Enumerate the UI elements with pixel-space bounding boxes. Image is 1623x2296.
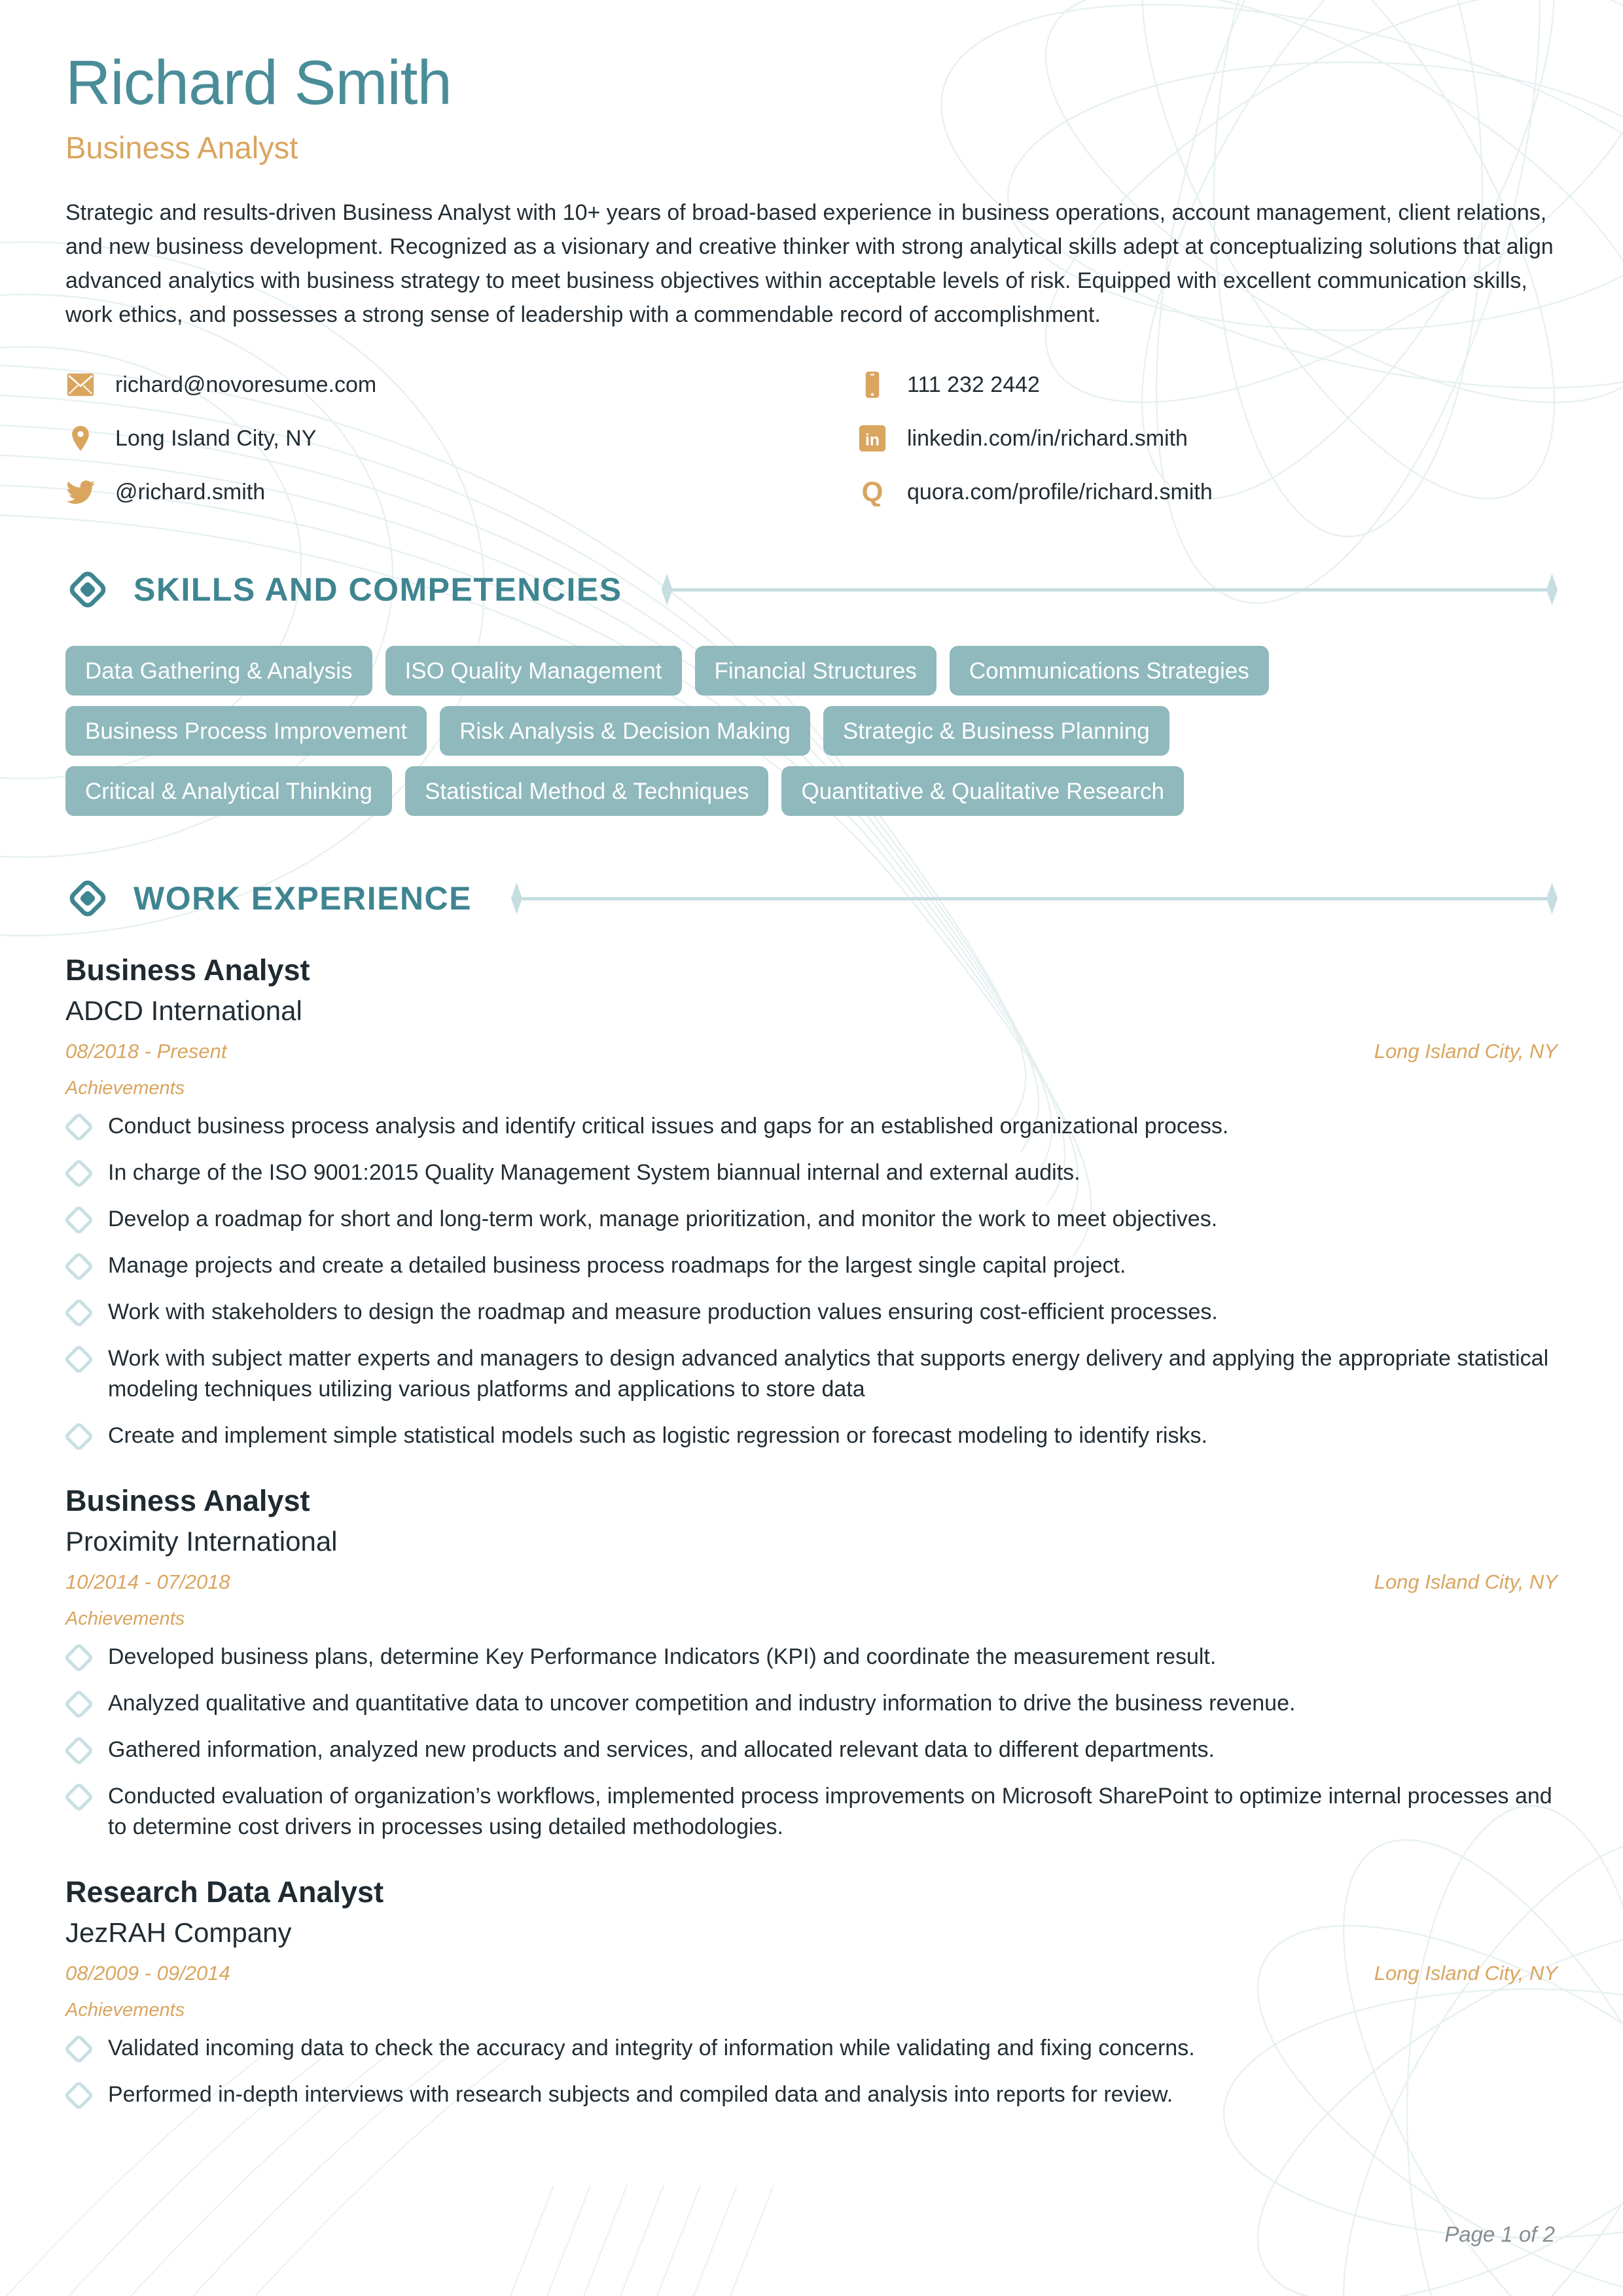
person-name: Richard Smith [65, 48, 452, 118]
achievement-text: Work with stakeholders to design the roadmap and measure production values ensuring cost-efficient processes. [108, 1299, 1218, 1324]
job-title: Business Analyst [65, 1484, 310, 1517]
contact-row [857, 477, 1213, 507]
achievement-text: Conducted evaluation of organization’s workflows, implemented process improvements on Microsoft SharePoint to optimize internal processes and to determine cost drivers in processes using detailed methodologies. [108, 1784, 1552, 1839]
contact-row [65, 423, 857, 453]
achievements-list [65, 1111, 1558, 1451]
contact-row [857, 423, 1213, 453]
skill-badge-row [65, 706, 1558, 756]
job-dates: 10/2014 - 07/2018 [65, 1570, 230, 1593]
job-meta [65, 1570, 1558, 1594]
achievement-item [65, 1781, 1558, 1843]
diamond-icon [65, 567, 110, 612]
email-icon [65, 370, 96, 400]
skill-badge: ISO Quality Management [385, 646, 682, 696]
achievements-label: Achievements [65, 1078, 185, 1099]
achievement-text: Developed business plans, determine Key Performance Indicators (KPI) and coordinate the measurement result. [108, 1644, 1217, 1669]
diamond-bullet-icon [63, 1735, 94, 1766]
achievement-item [65, 1297, 1558, 1328]
contact-value: richard@novoresume.com [115, 372, 377, 397]
achievements-label: Achievements [65, 2000, 185, 2021]
diamond-icon [65, 876, 110, 921]
section-title-skills: SKILLS AND COMPETENCIES [134, 571, 622, 608]
skills-badges [65, 646, 1558, 816]
job-meta [65, 1040, 1558, 1063]
diamond-bullet-icon [63, 1251, 94, 1282]
work-section-header [65, 876, 1558, 921]
achievement-item [65, 2079, 1558, 2110]
contact-row [857, 370, 1213, 400]
achievement-item [65, 1343, 1558, 1405]
twitter-icon [65, 477, 96, 507]
section-divider-line [511, 883, 1558, 914]
contact-column-left [65, 370, 857, 507]
job-entry [65, 1875, 1558, 2110]
linkedin-icon [857, 423, 887, 453]
achievement-item [65, 1250, 1558, 1281]
job-location: Long Island City, NY [1374, 1962, 1558, 1985]
svg-text:in: in [865, 431, 880, 450]
achievements-list [65, 2033, 1558, 2110]
job-title: Business Analyst [65, 953, 310, 987]
contact-row [65, 370, 857, 400]
skill-badge: Data Gathering & Analysis [65, 646, 372, 696]
contact-section [65, 370, 1558, 507]
contact-value: quora.com/profile/richard.smith [907, 479, 1213, 504]
contact-column-right [857, 370, 1213, 507]
skill-badge-row [65, 646, 1558, 696]
location-icon [65, 423, 96, 453]
skill-badge: Quantitative & Qualitative Research [781, 766, 1183, 816]
achievement-text: Conduct business process analysis and identify critical issues and gaps for an established organizational process. [108, 1114, 1229, 1139]
achievement-item [65, 1204, 1558, 1235]
achievement-text: Validated incoming data to check the accuracy and integrity of information while validating and fixing concerns. [108, 2036, 1195, 2060]
skill-badge: Business Process Improvement [65, 706, 427, 756]
achievement-text: Work with subject matter experts and managers to design advanced analytics that supports energy delivery and applying the appropriate statistical modeling techniques utilizing various platforms and applications to store data [108, 1346, 1549, 1402]
diamond-bullet-icon [63, 1421, 94, 1452]
contact-value: @richard.smith [115, 479, 266, 504]
job-company: JezRAH Company [65, 1917, 292, 1948]
contact-value: 111 232 2442 [907, 372, 1040, 397]
phone-icon [857, 370, 887, 400]
job-meta [65, 1962, 1558, 1985]
section-title-work: WORK EXPERIENCE [134, 880, 473, 917]
person-title: Business Analyst [65, 130, 298, 165]
achievement-item [65, 1688, 1558, 1719]
job-title: Research Data Analyst [65, 1875, 384, 1909]
skill-badge: Risk Analysis & Decision Making [440, 706, 810, 756]
achievement-item [65, 1735, 1558, 1765]
quora-icon [857, 477, 887, 507]
achievement-text: Gathered information, analyzed new products and services, and allocated relevant data to different departments. [108, 1737, 1215, 1762]
skill-badge: Critical & Analytical Thinking [65, 766, 392, 816]
achievement-item [65, 1157, 1558, 1188]
skill-badge-row [65, 766, 1558, 816]
achievement-text: Manage projects and create a detailed business process roadmaps for the largest single capital project. [108, 1253, 1126, 1278]
achievement-item [65, 2033, 1558, 2064]
skill-badge: Financial Structures [695, 646, 936, 696]
achievement-text: Create and implement simple statistical models such as logistic regression or forecast modeling to identify risks. [108, 1423, 1207, 1448]
achievement-item [65, 1642, 1558, 1672]
skill-badge: Strategic & Business Planning [823, 706, 1169, 756]
achievement-text: Develop a roadmap for short and long-term work, manage prioritization, and monitor the work to meet objectives. [108, 1207, 1218, 1231]
contact-row [65, 477, 857, 507]
skill-badge: Statistical Method & Techniques [405, 766, 768, 816]
diamond-bullet-icon [63, 1344, 94, 1375]
diamond-bullet-icon [63, 1205, 94, 1235]
achievements-list [65, 1642, 1558, 1843]
diamond-bullet-icon [63, 1689, 94, 1720]
diamond-bullet-icon [63, 1158, 94, 1189]
job-company: ADCD International [65, 995, 302, 1026]
achievement-text: In charge of the ISO 9001:2015 Quality Management System biannual internal and external audits. [108, 1160, 1080, 1185]
job-company: Proximity International [65, 1526, 338, 1557]
achievement-item [65, 1421, 1558, 1451]
achievements-label: Achievements [65, 1608, 185, 1629]
achievement-item [65, 1111, 1558, 1142]
job-entry [65, 1484, 1558, 1843]
job-dates: 08/2018 - Present [65, 1040, 227, 1063]
achievement-text: Analyzed qualitative and quantitative data to uncover competition and industry information to drive the business revenue. [108, 1691, 1296, 1716]
skill-badge: Communications Strategies [950, 646, 1269, 696]
diamond-bullet-icon [63, 1298, 94, 1328]
diamond-bullet-icon [63, 1112, 94, 1142]
skills-section-header [65, 567, 1558, 612]
diamond-bullet-icon [63, 1642, 94, 1673]
page-number: Page 1 of 2 [1444, 2222, 1555, 2246]
svg-text:Q: Q [861, 478, 883, 506]
summary-text: Strategic and results-driven Business Analyst with 10+ years of broad-based experience in business operations, account management, client relations, and new business development. Recognized as a visionary and creative thinker with strong analytical skills adept at conceptualizing solutions that align advanced analytics with business strategy to meet business objectives within acceptable levels of risk. Equipped with excellent communication skills, work ethics, and possesses a strong sense of leadership with a commendable record of accomplishment. [65, 200, 1554, 327]
jobs-list [65, 953, 1558, 2110]
job-location: Long Island City, NY [1374, 1040, 1558, 1063]
section-divider-line [662, 574, 1558, 605]
job-dates: 08/2009 - 09/2014 [65, 1962, 230, 1985]
diamond-bullet-icon [63, 1782, 94, 1812]
contact-value: linkedin.com/in/richard.smith [907, 425, 1188, 451]
diamond-bullet-icon [63, 2034, 94, 2064]
job-location: Long Island City, NY [1374, 1570, 1558, 1593]
contact-value: Long Island City, NY [115, 425, 317, 451]
diamond-bullet-icon [63, 2080, 94, 2111]
job-entry [65, 953, 1558, 1451]
achievement-text: Performed in-depth interviews with research subjects and compiled data and analysis into reports for review. [108, 2082, 1173, 2107]
